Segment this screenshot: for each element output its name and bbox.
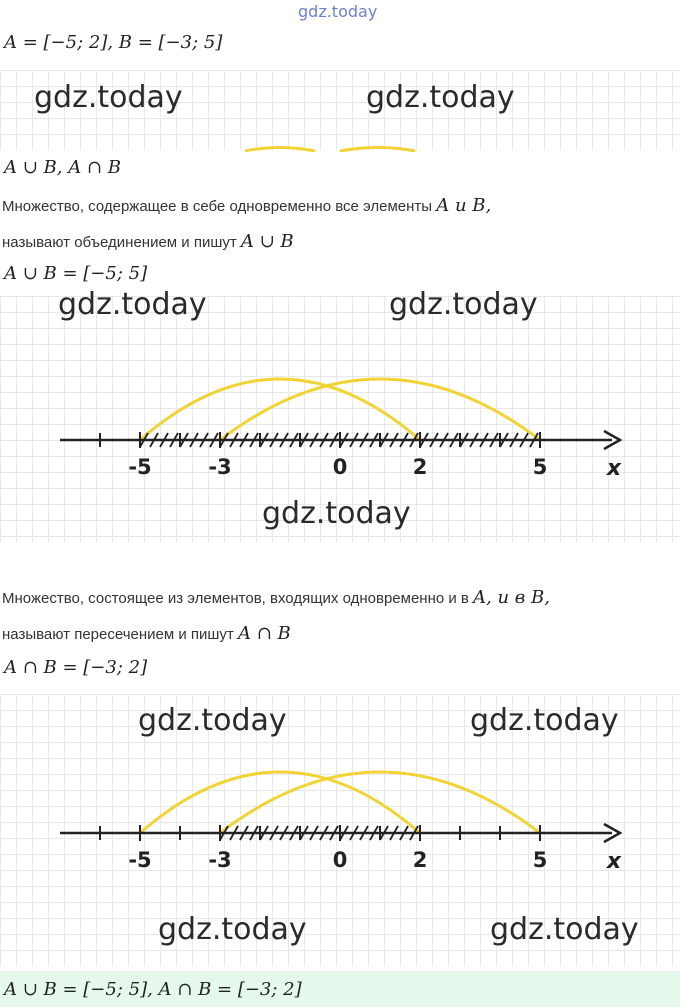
union-result: A ∪ B = [−5; 5] xyxy=(4,263,148,284)
header-watermark: gdz.today xyxy=(298,2,378,21)
tick-label: -5 xyxy=(128,848,152,872)
set-a-arc xyxy=(140,379,420,440)
watermark: gdz.today xyxy=(34,80,183,115)
tick-label: 2 xyxy=(412,455,428,479)
axis-label: x xyxy=(606,849,622,874)
tick-label: -3 xyxy=(208,848,232,872)
tick-label: 5 xyxy=(532,455,548,479)
tick-label: -5 xyxy=(128,455,152,479)
cropped-arcs xyxy=(0,140,680,152)
find-line: A ∪ B, A ∩ B xyxy=(4,157,121,178)
watermark: gdz.today xyxy=(262,496,411,531)
tick-label: 0 xyxy=(332,455,348,479)
watermark: gdz.today xyxy=(158,912,307,947)
intersection-result: A ∩ B = [−3; 2] xyxy=(4,657,148,678)
union-definition-line-1: Множество, содержащее в себе одновременно все элементы A и B, xyxy=(2,195,492,216)
watermark: gdz.today xyxy=(470,703,619,738)
tick-label: -3 xyxy=(208,455,232,479)
axis-label: x xyxy=(606,456,622,481)
watermark: gdz.today xyxy=(58,287,207,322)
tick-label: 5 xyxy=(532,848,548,872)
intersection-definition-line-2: называют пересечением и пишут A ∩ B xyxy=(2,623,291,644)
answer-text: A ∪ B = [−5; 5], A ∩ B = [−3; 2] xyxy=(4,979,302,1000)
intersection-definition-line-1: Множество, состоящее из элементов, входящих одновременно и в A, и в B, xyxy=(2,587,550,608)
watermark: gdz.today xyxy=(366,80,515,115)
watermark: gdz.today xyxy=(389,287,538,322)
answer-box xyxy=(0,971,680,1007)
given-line: A = [−5; 2], B = [−3; 5] xyxy=(4,32,223,53)
tick-label: 0 xyxy=(332,848,348,872)
set-a-arc xyxy=(140,772,420,833)
tick-label: 2 xyxy=(412,848,428,872)
union-definition-line-2: называют объединением и пишут A ∪ B xyxy=(2,231,294,252)
watermark: gdz.today xyxy=(138,703,287,738)
watermark: gdz.today xyxy=(490,912,639,947)
